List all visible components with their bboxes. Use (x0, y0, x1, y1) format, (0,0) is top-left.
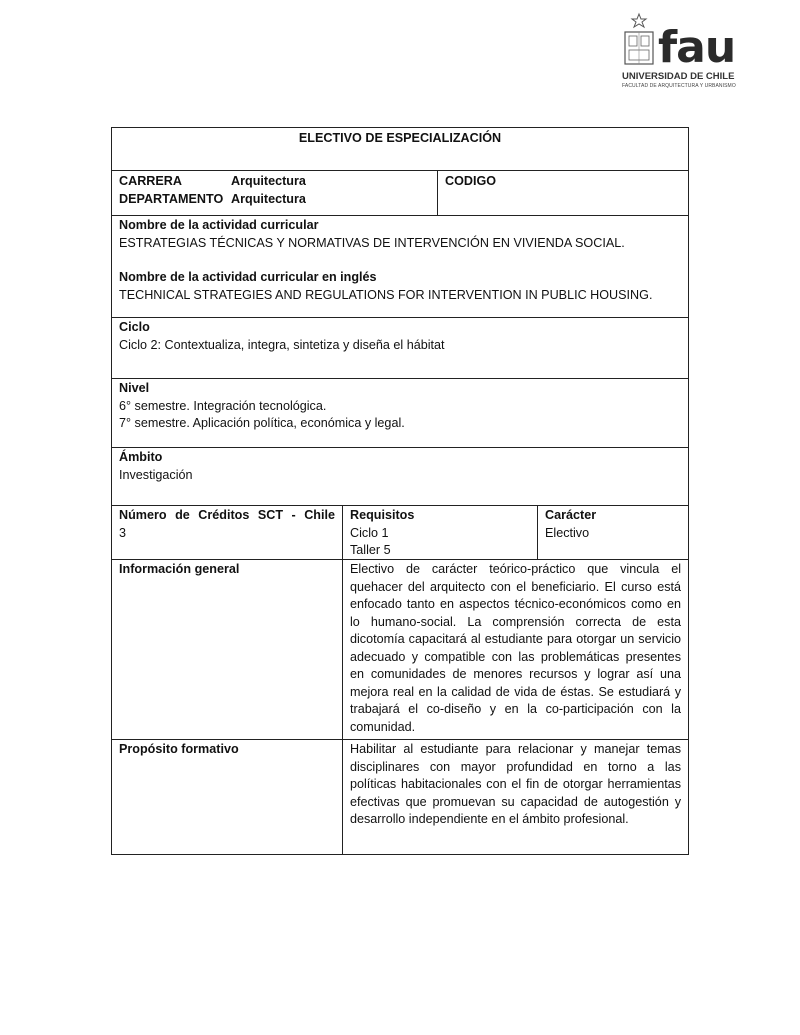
carrera-label: CARRERA (119, 174, 182, 188)
doc-title: ELECTIVO DE ESPECIALIZACIÓN (298, 131, 502, 145)
requisitos-cell (342, 506, 537, 559)
ambito-row (112, 448, 688, 506)
info-label: Información general (119, 562, 240, 576)
proposito-value: Habilitar al estudiante para relacionar y manejar temas disciplinares con mayor profundidad en torno a las políticas habitacionales con el fin de otorgar herramientas efectivas que promuevan su capacidad de autogestión y desarrollo independiente en el ámbito profesional. (342, 740, 688, 854)
creditos-row (112, 506, 688, 560)
nivel-line-1: 6° semestre. Integración tecnológica. (119, 398, 327, 413)
fau-logo (620, 12, 740, 92)
nombre-row (112, 216, 688, 318)
logo-university: UNIVERSIDAD DE CHILE (622, 71, 735, 82)
requisitos-label: Requisitos (350, 508, 415, 522)
carrera-row (112, 171, 688, 216)
caracter-value: Electivo (545, 525, 590, 540)
ciclo-value: Ciclo 2: Contextualiza, integra, sintetiza y diseña el hábitat (119, 337, 445, 352)
creditos-value: 3 (119, 525, 127, 540)
departamento-label: DEPARTAMENTO (119, 191, 224, 206)
carrera-cell (112, 171, 437, 215)
info-row (112, 560, 688, 740)
nivel-row (112, 379, 688, 448)
ambito-label: Ámbito (119, 450, 163, 464)
departamento-value: Arquitectura (231, 191, 306, 206)
logo-wordmark: fau (658, 22, 736, 73)
nombre-value: ESTRATEGIAS TÉCNICAS Y NORMATIVAS DE INTERVENCIÓN EN VIVIENDA SOCIAL. (119, 235, 625, 250)
creditos-label: Número de Créditos SCT - Chile (119, 508, 335, 522)
info-value: Electivo de carácter teórico-práctico que vincula el quehacer del arquitecto con el beneficiario. El curso está enfocado tanto en aspectos técnico-económicos como en lo humano-social. La comprensión correcta de esta dicotomía capacitará al estudiante para otorgar un servicio adecuado y compatible con las problemáticas presentes en comunidades de menores recursos y lograr así una mejora real en la calidad de vida de éstas. Se estudiará y trabajará el co-diseño y en la co-participación con la comunidad. (342, 560, 688, 739)
nombre-label: Nombre de la actividad curricular (119, 218, 319, 232)
requisito-1: Ciclo 1 (350, 525, 389, 540)
nombre-en-value: TECHNICAL STRATEGIES AND REGULATIONS FOR INTERVENTION IN PUBLIC HOUSING. (119, 287, 653, 302)
nivel-line-2: 7° semestre. Aplicación política, económica y legal. (119, 416, 405, 430)
carrera-value: Arquitectura (231, 174, 306, 188)
title-row (112, 128, 688, 171)
caracter-cell (537, 506, 688, 559)
university-seal-icon (622, 12, 656, 68)
caracter-label: Carácter (545, 508, 597, 522)
proposito-label: Propósito formativo (119, 742, 239, 756)
logo-faculty: FACULTAD DE ARQUITECTURA Y URBANISMO (622, 83, 736, 89)
ambito-value: Investigación (119, 467, 193, 482)
requisito-2: Taller 5 (350, 543, 391, 557)
nombre-en-label: Nombre de la actividad curricular en inglés (119, 270, 377, 284)
proposito-row (112, 740, 688, 854)
creditos-cell (112, 506, 342, 559)
codigo-label: CODIGO (437, 171, 688, 215)
ciclo-row (112, 318, 688, 379)
course-table (111, 127, 689, 855)
ciclo-label: Ciclo (119, 320, 150, 334)
nivel-label: Nivel (119, 381, 150, 395)
